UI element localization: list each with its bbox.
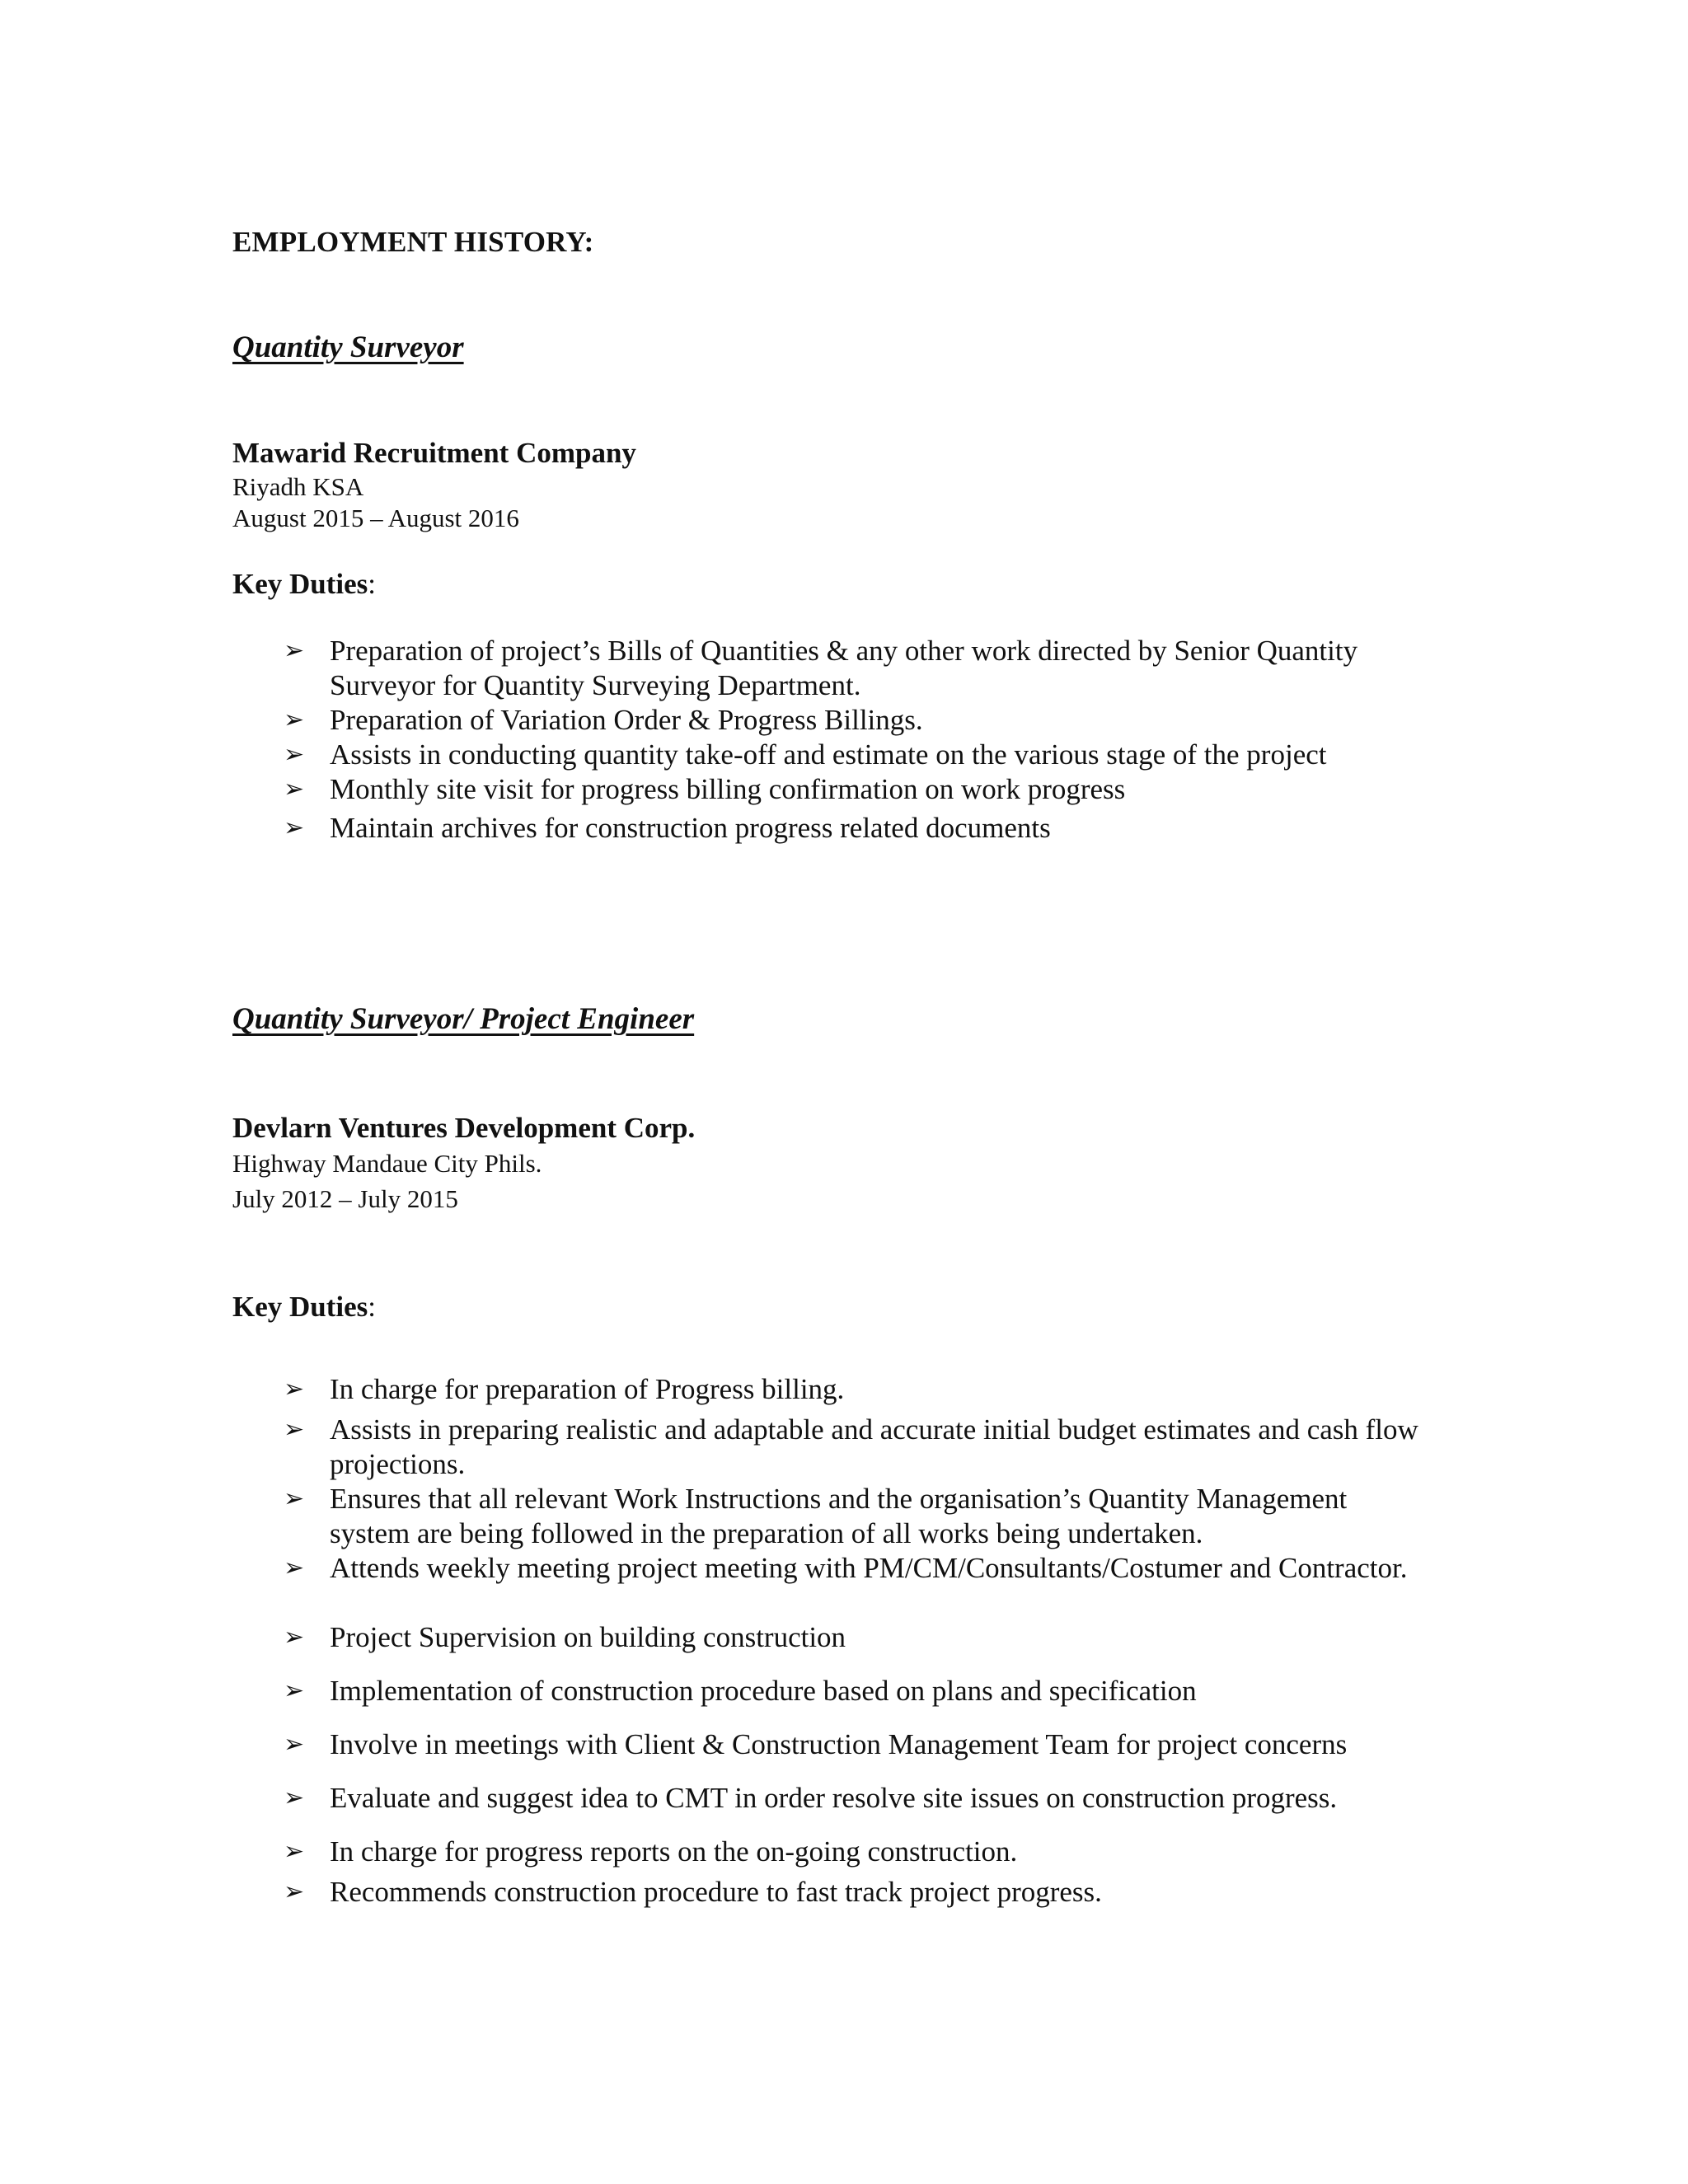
list-item: [284, 811, 1437, 846]
arrowhead-bullet-icon: ➢: [284, 1375, 305, 1404]
section-heading: EMPLOYMENT HISTORY:: [232, 226, 594, 258]
arrowhead-bullet-icon: ➢: [284, 1623, 305, 1652]
duty-text: Evaluate and suggest idea to CMT in order resolve site issues on construction progress.: [330, 1782, 1338, 1814]
duty-text: Preparation of Variation Order & Progress Billings.: [330, 704, 923, 736]
list-item: [284, 1551, 1437, 1586]
arrowhead-bullet-icon: ➢: [284, 1415, 305, 1444]
job-location: Highway Mandaue City Phils.: [232, 1149, 542, 1178]
arrowhead-bullet-icon: ➢: [284, 775, 305, 804]
job-title: Quantity Surveyor/ Project Engineer: [232, 1002, 695, 1036]
key-duties-label-text: Key Duties: [232, 568, 368, 600]
arrowhead-bullet-icon: ➢: [284, 1730, 305, 1759]
arrowhead-bullet-icon: ➢: [284, 1676, 305, 1705]
list-item: [284, 1835, 1437, 1869]
duty-text: Maintain archives for construction progress related documents: [330, 812, 1051, 844]
arrowhead-bullet-icon: ➢: [284, 1877, 305, 1906]
list-item: [284, 1674, 1437, 1708]
key-duties-label-text: Key Duties: [232, 1291, 368, 1323]
duty-text: In charge for progress reports on the on-going construction.: [330, 1835, 1018, 1868]
duty-text: Attends weekly meeting project meeting with PM/CM/Consultants/Costumer and Contractor.: [330, 1552, 1408, 1584]
duty-text: Assists in conducting quantity take-off and estimate on the various stage of the project: [330, 738, 1327, 771]
key-duties-label: [232, 568, 376, 601]
duty-text: Recommends construction procedure to fast track project progress.: [330, 1876, 1102, 1908]
duty-text: Implementation of construction procedure based on plans and specification: [330, 1675, 1197, 1707]
arrowhead-bullet-icon: ➢: [284, 1484, 305, 1513]
job-title: Quantity Surveyor: [232, 330, 464, 364]
list-item: [284, 1413, 1437, 1482]
duty-text: In charge for preparation of Progress billing.: [330, 1373, 845, 1405]
list-item: [284, 1372, 1437, 1407]
list-item: [284, 1482, 1437, 1551]
arrowhead-bullet-icon: ➢: [284, 636, 305, 665]
duty-text: Assists in preparing realistic and adaptable and accurate initial budget estimates and cash flow projections.: [330, 1413, 1418, 1480]
company-name: Mawarid Recruitment Company: [232, 437, 636, 469]
arrowhead-bullet-icon: ➢: [284, 740, 305, 769]
job-period: July 2012 – July 2015: [232, 1184, 458, 1213]
arrowhead-bullet-icon: ➢: [284, 705, 305, 734]
job-location: Riyadh KSA: [232, 472, 364, 501]
key-duties-label: [232, 1291, 376, 1324]
duty-text: Ensures that all relevant Work Instructions and the organisation’s Quantity Management system are being followed in the preparation of all works being undertaken.: [330, 1483, 1348, 1549]
key-duties-colon: :: [368, 568, 377, 600]
list-item: [284, 1781, 1437, 1816]
list-item: [284, 1727, 1437, 1762]
duty-text: Project Supervision on building construction: [330, 1621, 846, 1653]
arrowhead-bullet-icon: ➢: [284, 1554, 305, 1582]
list-item: [284, 1620, 1437, 1655]
arrowhead-bullet-icon: ➢: [284, 1837, 305, 1866]
job-period: August 2015 – August 2016: [232, 504, 519, 532]
key-duties-colon: :: [368, 1291, 377, 1323]
duty-text: Preparation of project’s Bills of Quantities & any other work directed by Senior Quantity Surveyor for Quantity Surveying Department.: [330, 635, 1358, 701]
list-item: [284, 634, 1437, 703]
list-item: [284, 703, 1437, 738]
duty-text: Monthly site visit for progress billing confirmation on work progress: [330, 773, 1126, 805]
arrowhead-bullet-icon: ➢: [284, 1783, 305, 1812]
arrowhead-bullet-icon: ➢: [284, 813, 305, 842]
list-item: [284, 1875, 1437, 1910]
company-name: Devlarn Ventures Development Corp.: [232, 1112, 696, 1144]
list-item: [284, 772, 1437, 807]
list-item: [284, 738, 1437, 772]
duty-text: Involve in meetings with Client & Construction Management Team for project concerns: [330, 1728, 1348, 1760]
